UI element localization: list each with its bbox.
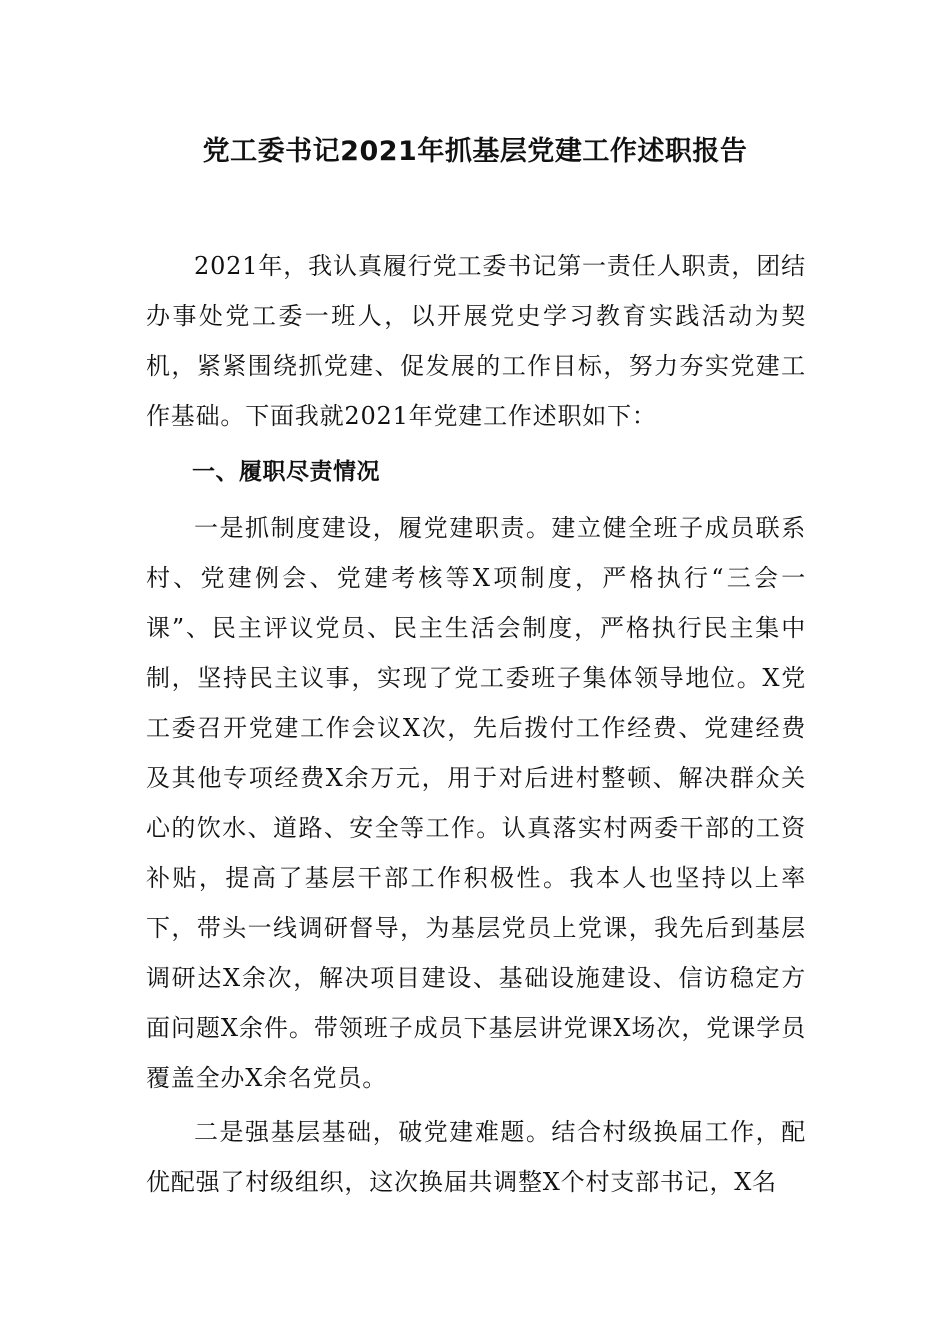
intro-paragraph: 2021年，我认真履行党工委书记第一责任人职责，团结办事处党工委一班人，以开展党史学习教育实践活动为契机，紧紧围绕抓党建、促发展的工作目标，努力夯实党建工作基础。下面我就2021年党建工作述职如下： (146, 252, 806, 430)
paragraph-two: 二是强基层基础，破党建难题。结合村级换届工作，配优配强了村级组织，这次换届共调整X个村支部书记，X名 (146, 1118, 806, 1196)
document-body (146, 241, 806, 1207)
paragraph-one: 一是抓制度建设，履党建职责。建立健全班子成员联系村、党建例会、党建考核等X项制度，严格执行“三会一课”、民主评议党员、民主生活会制度，严格执行民主集中制，坚持民主议事，实现了党工委班子集体领导地位。X党工委召开党建工作会议X次，先后拨付工作经费、党建经费及其他专项经费X余万元，用于对后进村整顿、解决群众关心的饮水、道路、安全等工作。认真落实村两委干部的工资补贴，提高了基层干部工作积极性。我本人也坚持以上率下，带头一线调研督导，为基层党员上党课，我先后到基层调研达X余次，解决项目建设、基础设施建设、信访稳定方面问题X余件。带领班子成员下基层讲党课X场次，党课学员覆盖全办X余名党员。 (146, 514, 806, 1092)
section-heading: 一、履职尽责情况 (192, 459, 380, 485)
document-title: 党工委书记2021年抓基层党建工作述职报告 (202, 136, 748, 167)
